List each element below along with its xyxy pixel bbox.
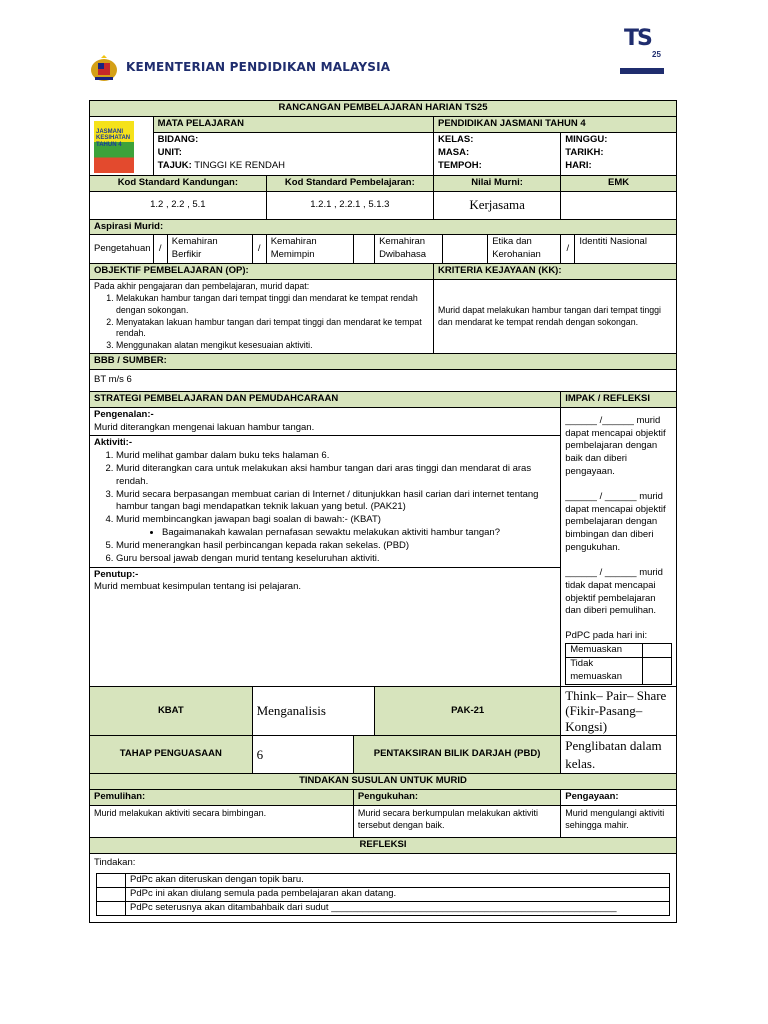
tajuk-value: TINGGI KE RENDAH [194, 159, 286, 171]
op-item: 3. Menggunakan alatan mengikut kesesuaian aktiviti. [116, 340, 429, 352]
kk-text: Murid dapat melakukan hambur tangan dari tempat tinggi dan mendarat ke tempat rendah dengan sokongan. [434, 279, 677, 353]
minggu-tarikh-hari [561, 133, 677, 176]
impak-line-3: ______ / ______ murid tidak dapat mencapai objektif pembelajaran dan diberi pemulihan. [565, 566, 663, 617]
pengenalan-text: Murid diterangkan mengenai lakuan hambur tangan. [94, 421, 315, 433]
pak21-value: Think– Pair– Share (Fikir-Pasang– Kongsi) [561, 686, 677, 736]
kelas-label: KELAS: [438, 134, 474, 146]
pbd-label: PENTAKSIRAN BILIK DARJAH (PBD) [353, 736, 560, 774]
tindakan-text: Tindakan: [94, 856, 136, 868]
masa-label: MASA: [438, 146, 470, 158]
pengenalan-label: Pengenalan:- [94, 408, 154, 420]
pemulihan-text: Murid melakukan aktiviti secara bimbingan. [90, 806, 354, 838]
impak-line-1: ______ /______ murid dapat mencapai objektif pembelajaran dengan baik dan diberi pengayaan. [565, 414, 666, 477]
minggu-label: MINGGU: [565, 134, 608, 146]
refleksi-label: REFLEKSI [90, 838, 677, 854]
op-content [90, 279, 434, 353]
ministry-name: KEMENTERIAN PENDIDIKAN MALAYSIA [126, 60, 391, 74]
kk-label: KRITERIA KEJAYAAN (KK): [434, 264, 677, 280]
bbb-value: BT m/s 6 [90, 369, 677, 391]
pengukuhan-label: Pengukuhan: [353, 790, 560, 806]
aspirasi-kemahiran-dwibahasa: Kemahiran Dwibahasa [375, 235, 443, 264]
refleksi-checkbox-3[interactable] [97, 901, 126, 915]
book-cover-text: JASMANI KESIHATAN TAHUN 4 [96, 128, 131, 148]
ts25-logo-text: TS [624, 26, 651, 51]
lesson-plan-table [89, 100, 677, 923]
strategi-content [90, 407, 561, 686]
ksk-value: 1.2 , 2.2 , 5.1 [90, 191, 267, 219]
refleksi-option-3: PdPc seterusnya akan ditambahbaik dari sudut ______________________________________________________ [126, 901, 670, 915]
aspirasi-kemahiran-memimpin-mark [353, 235, 374, 264]
page-header [0, 0, 768, 95]
refleksi-options [96, 873, 670, 916]
strategi-label: STRATEGI PEMBELAJARAN DAN PEMUDAHCARAAN [90, 391, 561, 407]
aspirasi-kemahiran-dwibahasa-mark [443, 235, 488, 264]
aktiviti-item-text: Murid membincangkan jawapan bagi soalan di bawah:- (KBAT) [116, 514, 381, 526]
pdpc-checkbox-tidak-memuaskan[interactable] [643, 657, 672, 684]
tarikh-label: TARIKH: [565, 146, 604, 158]
pdpc-options [565, 643, 672, 685]
ksp-value: 1.2.1 , 2.2.1 , 5.1.3 [266, 191, 433, 219]
penutup-text: Murid membuat kesimpulan tentang isi pelajaran. [94, 581, 301, 593]
aktiviti-sub-list [116, 527, 556, 540]
tahap-label: TAHAP PENGUASAAN [90, 736, 253, 774]
op-intro: Pada akhir pengajaran dan pembelajaran, murid dapat: [94, 280, 310, 291]
unit-label: UNIT: [157, 146, 182, 158]
aspirasi-identiti-nasional: Identiti Nasional [575, 235, 677, 264]
pemulihan-label: Pemulihan: [90, 790, 354, 806]
plan-title: RANCANGAN PEMBELAJARAN HARIAN TS25 [90, 101, 677, 117]
mata-pelajaran-label: MATA PELAJARAN [153, 116, 433, 132]
aktiviti-item: 6. Guru bersoal jawab dengan murid tentang keseluruhan aktiviti. [116, 553, 556, 566]
aspirasi-kemahiran-memimpin: Kemahiran Memimpin [266, 235, 353, 264]
refleksi-option-1: PdPc akan diteruskan dengan topik baru. [126, 873, 670, 887]
pengukuhan-text: Murid secara berkumpulan melakukan aktiviti tersebut dengan baik. [353, 806, 560, 838]
emk-label: EMK [561, 175, 677, 191]
emk-value [561, 191, 677, 219]
ksp-label: Kod Standard Pembelajaran: [266, 175, 433, 191]
mata-pelajaran-value: PENDIDIKAN JASMANI TAHUN 4 [434, 116, 677, 132]
nilai-label: Nilai Murni: [434, 175, 561, 191]
aktiviti-item [116, 514, 556, 540]
pdpc-label: PdPC pada hari ini: [565, 630, 648, 642]
aktiviti-item: 3. Murid secara berpasangan membuat carian di Internet / ditunjukkan hasil carian dari internet tentang hambur tangan bagi mendapatkan teknik lakuan yang betul. (PAK21) [116, 489, 556, 515]
refleksi-option-2: PdPc ini akan diulang semula pada pembelajaran akan datang. [126, 887, 670, 901]
book-cover-cell [90, 116, 154, 175]
aspirasi-etika-kerohanian-mark: / [561, 235, 575, 264]
refleksi-checkbox-2[interactable] [97, 887, 126, 901]
impak-label: IMPAK / REFLEKSI [561, 391, 677, 407]
bidang-label: BIDANG: [157, 134, 199, 146]
aktiviti-item: 5. Murid menerangkan hasil perbincangan kepada rakan sekelas. (PBD) [116, 540, 556, 553]
ts25-logo-number: 25 [652, 50, 661, 59]
ts25-logo [618, 24, 666, 80]
impak-line-2: ______ / ______ murid dapat mencapai objektif pembelajaran dengan bimbingan dan diberi pengukuhan. [565, 490, 666, 554]
pak21-label: PAK-21 [375, 686, 561, 736]
aktiviti-item: 1. Murid melihat gambar dalam buku teks halaman 6. [116, 450, 556, 463]
aktiviti-item: 2. Murid diterangkan cara untuk melakukan aksi hambur tangan dari aras tinggi dan mendarat di aras rendah. [116, 463, 556, 489]
tindakan-susulan-label: TINDAKAN SUSULAN UNTUK MURID [90, 774, 677, 790]
tahap-value: 6 [252, 736, 353, 774]
aspirasi-pengetahuan: Pengetahuan [90, 235, 154, 264]
ts25-logo-bar [620, 68, 664, 74]
op-item: 1. Melakukan hambur tangan dari tempat tinggi dan mendarat ke tempat rendah dengan sokongan. [116, 293, 429, 317]
kbat-label: KBAT [90, 686, 253, 736]
op-label: OBJEKTIF PEMBELAJARAN (OP): [90, 264, 434, 280]
pengayaan-label: Pengayaan: [561, 790, 677, 806]
aktiviti-label: Aktiviti:- [94, 437, 132, 449]
aktiviti-sub-item: • Bagaimanakah kawalan pernafasan sewaktu melakukan aktiviti hambur tangan? [162, 527, 556, 540]
aspirasi-etika-kerohanian: Etika dan Kerohanian [488, 235, 561, 264]
op-list [94, 293, 429, 352]
aspirasi-kemahiran-berfikir: Kemahiran Berfikir [167, 235, 252, 264]
pdpc-option-memuaskan: Memuaskan [566, 643, 643, 657]
aspirasi-label: Aspirasi Murid: [90, 219, 677, 235]
refleksi-content [90, 853, 677, 922]
ksk-label: Kod Standard Kandungan: [90, 175, 267, 191]
op-item: 2. Menyatakan lakuan hambur tangan dari tempat tinggi dan mendarat ke tempat rendah. [116, 317, 429, 341]
aktiviti-list [94, 450, 556, 565]
impak-content [561, 407, 677, 686]
pbd-value: Penglibatan dalam kelas. [561, 736, 677, 774]
hari-label: HARI: [565, 159, 592, 171]
bidang-unit-tajuk [153, 133, 433, 176]
aspirasi-pengetahuan-mark: / [153, 235, 167, 264]
book-cover-image [94, 121, 134, 173]
malaysia-crest-icon [89, 55, 119, 83]
pdpc-checkbox-memuaskan[interactable] [643, 643, 672, 657]
tajuk-label: TAJUK: [157, 159, 192, 171]
tempoh-label: TEMPOH: [438, 159, 482, 171]
kelas-masa-tempoh [434, 133, 561, 176]
pdpc-option-tidak-memuaskan: Tidak memuaskan [566, 657, 643, 684]
aspirasi-kemahiran-berfikir-mark: / [252, 235, 266, 264]
pengayaan-text: Murid mengulangi aktiviti sehingga mahir. [561, 806, 677, 838]
penutup-label: Penutup:- [94, 568, 139, 580]
kbat-value: Menganalisis [252, 686, 375, 736]
nilai-value: Kerjasama [434, 191, 561, 219]
refleksi-checkbox-1[interactable] [97, 873, 126, 887]
bbb-label: BBB / SUMBER: [90, 354, 677, 370]
